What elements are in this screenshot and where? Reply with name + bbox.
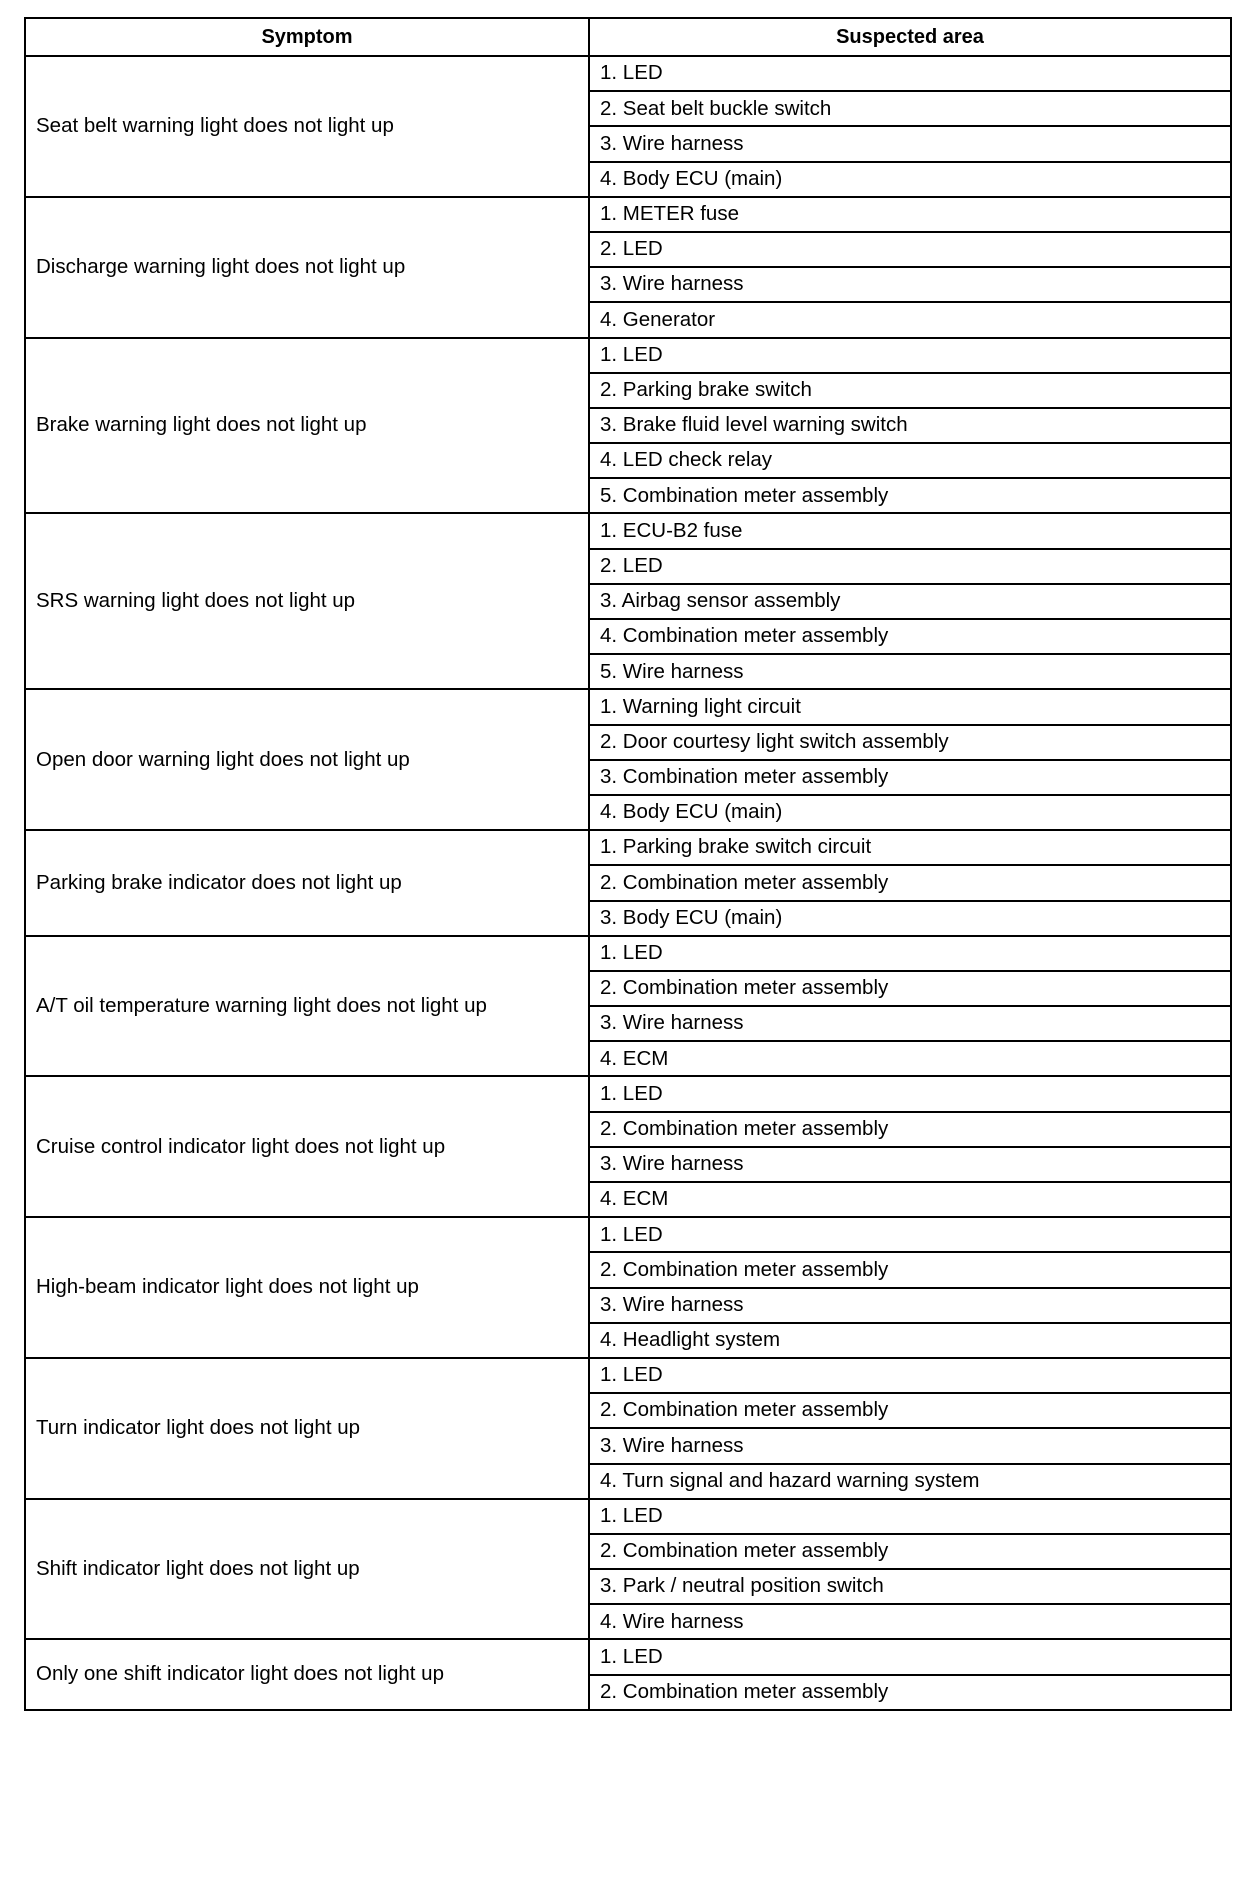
suspected-area-cell: 3. Combination meter assembly	[589, 760, 1231, 795]
table-row	[25, 1358, 1231, 1393]
suspected-area-cell: 3. Airbag sensor assembly	[589, 584, 1231, 619]
suspected-area-cell: 2. LED	[589, 232, 1231, 267]
symptom-cell: SRS warning light does not light up	[25, 513, 589, 689]
suspected-area-cell: 1. LED	[589, 338, 1231, 373]
table-row	[25, 197, 1231, 232]
table-row	[25, 1217, 1231, 1252]
table-row	[25, 689, 1231, 724]
suspected-area-cell: 1. LED	[589, 1217, 1231, 1252]
table-row	[25, 1499, 1231, 1534]
suspected-area-cell: 1. LED	[589, 1076, 1231, 1111]
symptom-column-header: Symptom	[25, 18, 589, 56]
suspected-area-cell: 2. Combination meter assembly	[589, 1675, 1231, 1710]
suspected-area-cell: 3. Park / neutral position switch	[589, 1569, 1231, 1604]
suspected-area-cell: 3. Wire harness	[589, 1428, 1231, 1463]
suspected-area-cell: 4. ECM	[589, 1041, 1231, 1076]
suspected-area-cell: 3. Wire harness	[589, 126, 1231, 161]
symptom-cell: Discharge warning light does not light up	[25, 197, 589, 338]
suspected-area-cell: 4. Body ECU (main)	[589, 162, 1231, 197]
suspected-area-cell: 4. Headlight system	[589, 1323, 1231, 1358]
suspected-area-cell: 4. Generator	[589, 302, 1231, 337]
suspected-area-cell: 1. LED	[589, 1358, 1231, 1393]
table-row	[25, 1639, 1231, 1674]
suspected-area-cell: 1. Warning light circuit	[589, 689, 1231, 724]
suspected-area-cell: 5. Wire harness	[589, 654, 1231, 689]
suspected-area-cell: 1. Parking brake switch circuit	[589, 830, 1231, 865]
suspected-area-cell: 1. LED	[589, 1499, 1231, 1534]
suspected-area-cell: 3. Wire harness	[589, 1147, 1231, 1182]
suspected-area-cell: 1. LED	[589, 1639, 1231, 1674]
suspected-area-cell: 4. LED check relay	[589, 443, 1231, 478]
suspected-area-cell: 2. Combination meter assembly	[589, 971, 1231, 1006]
suspected-area-cell: 5. Combination meter assembly	[589, 478, 1231, 513]
symptom-cell: Seat belt warning light does not light up	[25, 56, 589, 197]
symptom-cell: A/T oil temperature warning light does not light up	[25, 936, 589, 1077]
symptom-cell: Cruise control indicator light does not light up	[25, 1076, 589, 1217]
suspected-area-cell: 2. Combination meter assembly	[589, 1534, 1231, 1569]
suspected-area-cell: 1. METER fuse	[589, 197, 1231, 232]
suspected-area-cell: 2. Combination meter assembly	[589, 1252, 1231, 1287]
suspected-area-cell: 4. Turn signal and hazard warning system	[589, 1464, 1231, 1499]
symptom-cell: High-beam indicator light does not light up	[25, 1217, 589, 1358]
table-row	[25, 56, 1231, 91]
suspected-area-cell: 3. Wire harness	[589, 1006, 1231, 1041]
table-row	[25, 513, 1231, 548]
suspected-area-cell: 1. ECU-B2 fuse	[589, 513, 1231, 548]
suspected-area-cell: 4. Wire harness	[589, 1604, 1231, 1639]
table-row	[25, 830, 1231, 865]
suspected-area-cell: 2. LED	[589, 549, 1231, 584]
suspected-area-cell: 3. Wire harness	[589, 267, 1231, 302]
table-body	[25, 56, 1231, 1710]
suspected-area-cell: 3. Wire harness	[589, 1288, 1231, 1323]
suspected-area-cell: 3. Brake fluid level warning switch	[589, 408, 1231, 443]
symptom-cell: Turn indicator light does not light up	[25, 1358, 589, 1499]
symptom-cell: Parking brake indicator does not light up	[25, 830, 589, 936]
suspected-area-cell: 1. LED	[589, 56, 1231, 91]
suspected-area-cell: 3. Body ECU (main)	[589, 901, 1231, 936]
suspected-area-cell: 2. Combination meter assembly	[589, 865, 1231, 900]
suspected-area-cell: 2. Seat belt buckle switch	[589, 91, 1231, 126]
suspected-area-cell: 1. LED	[589, 936, 1231, 971]
table-row	[25, 1076, 1231, 1111]
symptom-table	[24, 17, 1232, 1711]
symptom-cell: Open door warning light does not light up	[25, 689, 589, 830]
suspected-area-cell: 4. Body ECU (main)	[589, 795, 1231, 830]
table-row	[25, 936, 1231, 971]
suspected-area-cell: 2. Door courtesy light switch assembly	[589, 725, 1231, 760]
table-row	[25, 338, 1231, 373]
symptom-cell: Only one shift indicator light does not light up	[25, 1639, 589, 1709]
suspected-area-cell: 4. ECM	[589, 1182, 1231, 1217]
symptom-cell: Brake warning light does not light up	[25, 338, 589, 514]
symptom-cell: Shift indicator light does not light up	[25, 1499, 589, 1640]
suspected-area-cell: 2. Parking brake switch	[589, 373, 1231, 408]
suspected-area-cell: 2. Combination meter assembly	[589, 1393, 1231, 1428]
table-header-row	[25, 18, 1231, 56]
suspected-area-cell: 2. Combination meter assembly	[589, 1112, 1231, 1147]
suspected-area-cell: 4. Combination meter assembly	[589, 619, 1231, 654]
suspected-area-column-header: Suspected area	[589, 18, 1231, 56]
